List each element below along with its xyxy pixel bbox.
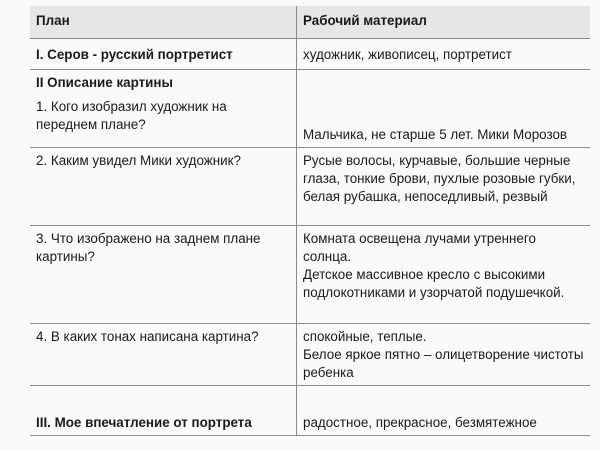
row-material: Русые волосы, курчавые, большие черные глаза, тонкие брови, пухлые розовые губки, белая рубашка, непоседливый, резвый [297, 148, 591, 226]
material-line: Белое яркое пятно – олицетворение чистоты ребенка [303, 347, 584, 380]
header-plan: План [30, 6, 297, 39]
table-row [30, 70, 590, 148]
row-material: художник, живописец, портретист [297, 39, 591, 70]
table-row [30, 324, 590, 386]
table-row [30, 226, 590, 324]
row-plan: 2. Каким увидел Мики художник? [30, 148, 297, 226]
header-material: Рабочий материал [297, 6, 591, 39]
row-material: Мальчика, не старше 5 лет. Мики Морозов [297, 70, 591, 148]
row-plan: I. Серов - русский портретист [30, 39, 297, 70]
material-line: Детское массивное кресло с высокими подлокотниками и узорчатой подушечкой. [303, 267, 565, 300]
table-header-row [30, 6, 590, 39]
row-material: радостное, прекрасное, безмятежное [297, 386, 591, 436]
table-row [30, 386, 590, 436]
material-line: спокойные, теплые. [303, 329, 427, 344]
row-plan [30, 70, 297, 148]
row-material [297, 226, 591, 324]
row-plan: III. Мое впечатление от портрета [30, 386, 297, 436]
question-text: 1. Кого изобразил художник на переднем плане? [36, 99, 227, 132]
plan-table [30, 6, 590, 436]
row-material [297, 324, 591, 386]
table-row [30, 39, 590, 70]
row-plan: 4. В каких тонах написана картина? [30, 324, 297, 386]
row-plan: 3. Что изображено на заднем плане картины? [30, 226, 297, 324]
section-heading: II Описание картины [36, 75, 173, 90]
table-row [30, 148, 590, 226]
material-line: Комната освещена лучами утреннего солнца. [303, 231, 536, 264]
